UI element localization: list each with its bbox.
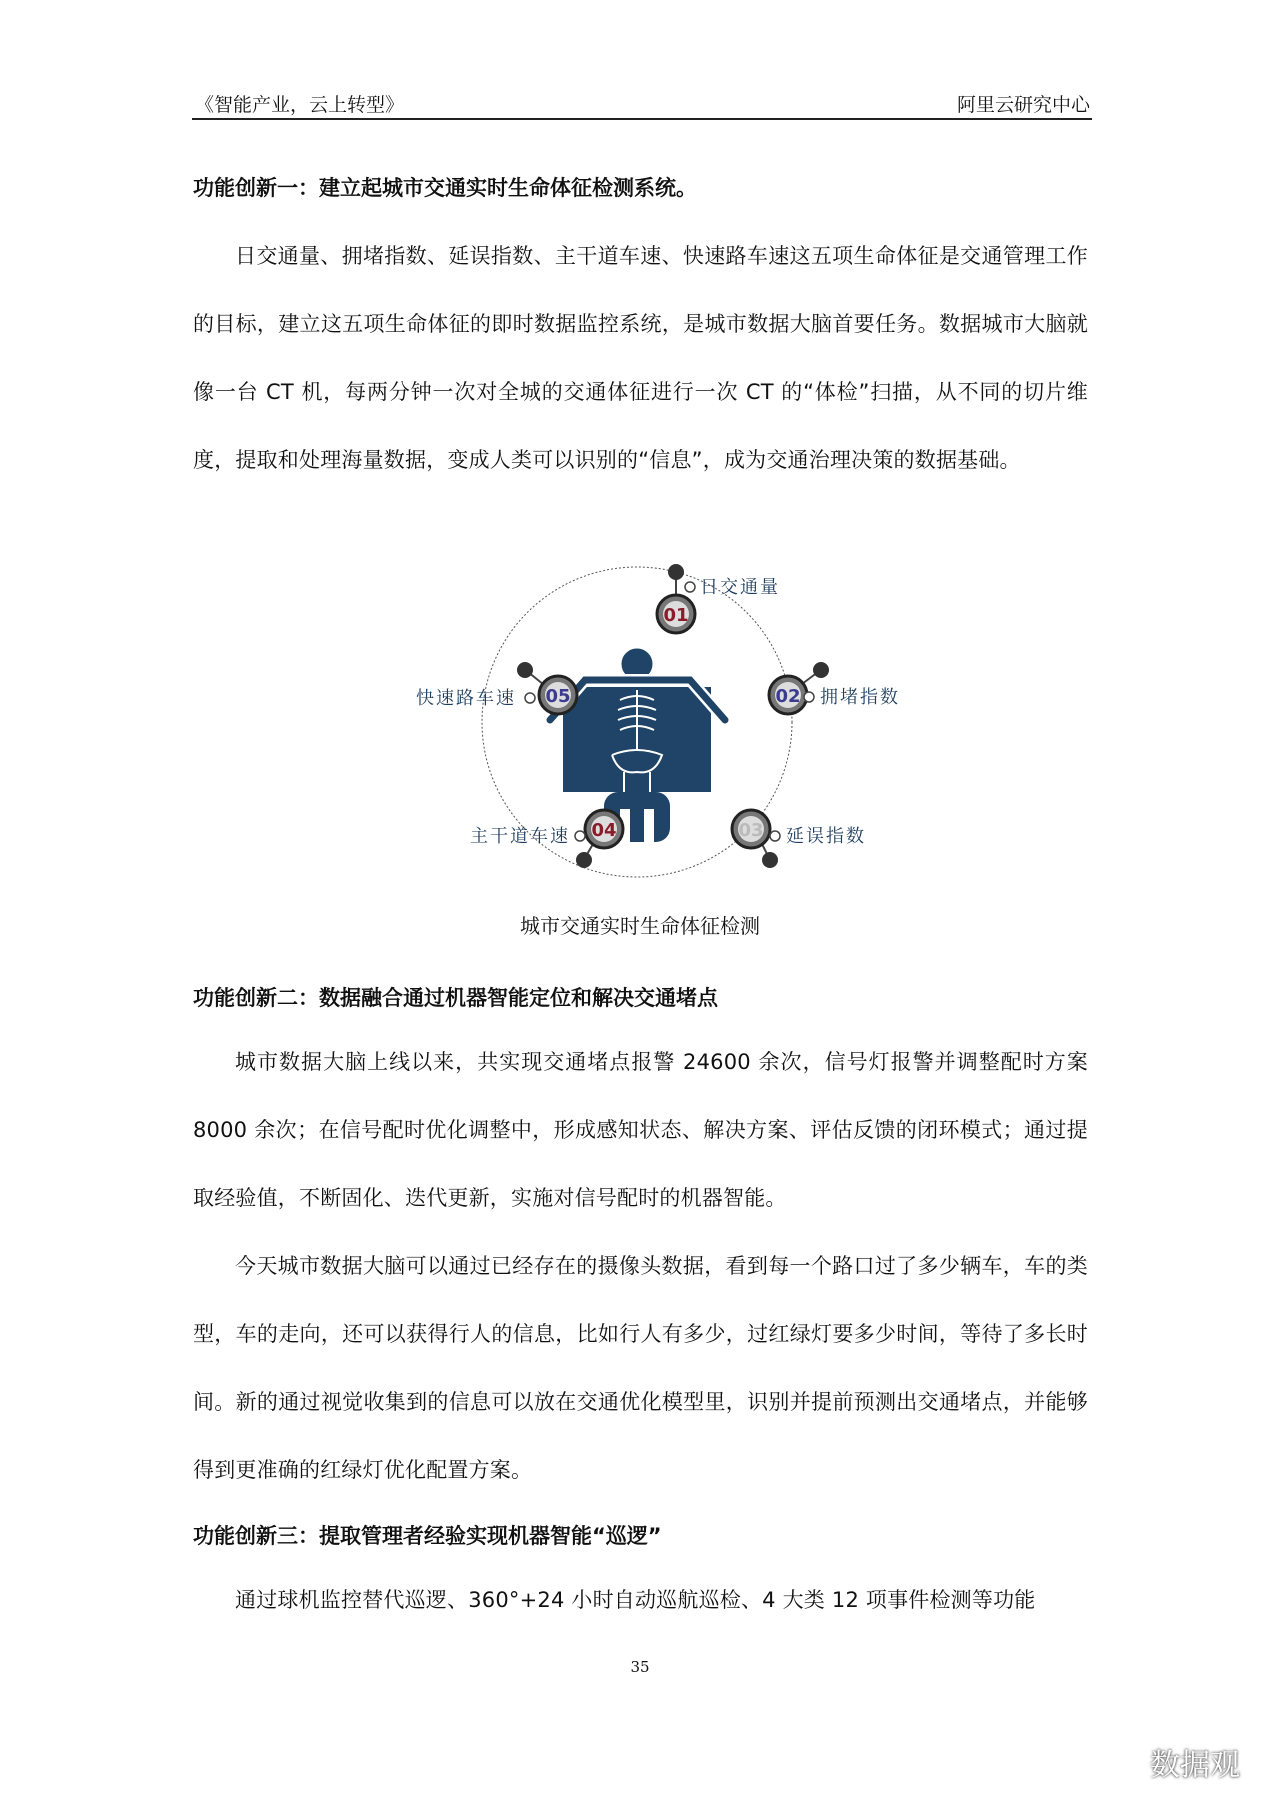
header-title: 《智能产业，云上转型》: [195, 94, 405, 116]
node-01-label: 日交通量: [700, 577, 780, 598]
node-01: [657, 564, 780, 633]
header-rule: [192, 118, 1092, 120]
section3-body: [193, 1566, 1088, 1634]
figure-caption: 城市交通实时生命体征检测: [520, 914, 760, 938]
ct-figure-icon: [550, 647, 725, 842]
section3-paragraph: 通过球机监控替代巡逻、360°+24 小时自动巡航巡检、4 大类 12 项事件检测等功能: [235, 1588, 1036, 1612]
section3-heading: 功能创新三：提取管理者经验实现机器智能“巡逻”: [193, 1524, 662, 1548]
section2-paragraph-1: 城市数据大脑上线以来，共实现交通堵点报警 24600 余次，信号灯报警并调整配时方案 8000 余次；在信号配时优化调整中，形成感知状态、解决方案、评估反馈的闭环模式；通过提取经验值，不断固化、迭代更新，实施对信号配时的机器智能。: [193, 1050, 1088, 1210]
wechat-icon: [1098, 1744, 1142, 1780]
node-02: [769, 662, 900, 714]
node-05: [416, 662, 577, 714]
node-05-number: 05: [545, 686, 571, 707]
section2-heading: 功能创新二：数据融合通过机器智能定位和解决交通堵点: [193, 986, 718, 1010]
section2-paragraph-2: 今天城市数据大脑可以通过已经存在的摄像头数据，看到每一个路口过了多少辆车，车的类型，车的走向，还可以获得行人的信息，比如行人有多少，过红绿灯要多少时间，等待了多长时间。新的通过视觉收集到的信息可以放在交通优化模型里，识别并提前预测出交通堵点，并能够得到更准确的红绿灯优化配置方案。: [193, 1254, 1088, 1482]
node-03: [732, 810, 866, 868]
vital-signs-diagram: [380, 560, 940, 890]
node-01-number: 01: [663, 605, 689, 626]
section1-body: [193, 222, 1088, 494]
node-03-label: 延误指数: [786, 826, 866, 847]
node-02-number: 02: [775, 686, 801, 707]
section1-heading: 功能创新一：建立起城市交通实时生命体征检测系统。: [193, 176, 697, 200]
node-04-number: 04: [591, 820, 617, 841]
node-04-label: 主干道车速: [470, 826, 570, 847]
node-02-label: 拥堵指数: [820, 687, 900, 708]
node-05-label: 快速路车速: [416, 688, 516, 709]
header-organization: 阿里云研究中心: [956, 94, 1090, 116]
section1-paragraph: 日交通量、拥堵指数、延误指数、主干道车速、快速路车速这五项生命体征是交通管理工作的目标，建立这五项生命体征的即时数据监控系统，是城市数据大脑首要任务。数据城市大脑就像一台 CT 机，每两分钟一次对全城的交通体征进行一次 CT 的“体检”扫描，从不同的切片维度，提取和处理海量数据，变成人类可以识别的“信息”，成为交通治理决策的数据基础。: [193, 244, 1088, 472]
node-04: [470, 810, 623, 868]
node-03-number: 03: [738, 820, 764, 841]
section2-body: [193, 1028, 1088, 1504]
watermark: [1098, 1740, 1240, 1784]
watermark-text: 数据观: [1150, 1748, 1240, 1783]
page-number: 35: [630, 1658, 650, 1676]
